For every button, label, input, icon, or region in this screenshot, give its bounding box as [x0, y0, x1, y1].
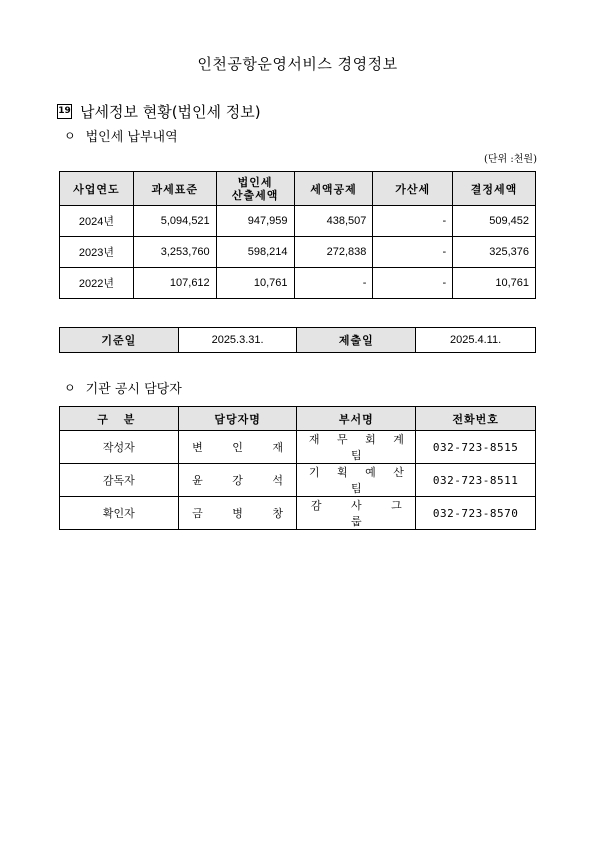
cell-phone: 032-723-8515: [416, 431, 536, 464]
cell-role: 확인자: [60, 497, 179, 530]
header-penalty-tax: 가산세: [373, 172, 453, 206]
cell-person-name: 변 인 재: [178, 431, 297, 464]
cell-department: 기 획 예 산 팀: [297, 464, 416, 497]
cell-role: 작성자: [60, 431, 179, 464]
submit-date-label: 제출일: [297, 328, 416, 353]
cell-tax-credit: -: [294, 268, 373, 299]
section-title: 납세정보 현황(법인세 정보): [80, 103, 261, 121]
table-row: [60, 237, 536, 268]
table-row: [60, 497, 536, 530]
cell-computed-tax: 947,959: [216, 206, 294, 237]
cell-final-tax: 509,452: [453, 206, 536, 237]
table-row: [60, 268, 536, 299]
document-title: 인천공항운영서비스 경영정보: [197, 55, 398, 73]
cell-year: 2022년: [60, 268, 134, 299]
table-header-row: [60, 172, 536, 206]
contact-subsection-heading: [64, 378, 182, 397]
table-row: [60, 206, 536, 237]
unit-note: (단위 :천원): [484, 154, 537, 165]
cell-department: 재 무 회 계 팀: [297, 431, 416, 464]
cell-penalty: -: [373, 237, 453, 268]
cell-tax-credit: 438,507: [294, 206, 373, 237]
header-computed-tax-line2: 산출세액: [231, 188, 279, 202]
cell-tax-base: 5,094,521: [133, 206, 216, 237]
cell-final-tax: 325,376: [453, 237, 536, 268]
header-computed-tax-line1: 법인세: [237, 175, 273, 189]
cell-final-tax: 10,761: [453, 268, 536, 299]
corporate-tax-table: [59, 171, 536, 299]
cell-year: 2023년: [60, 237, 134, 268]
header-computed-tax: [216, 172, 294, 206]
header-department: 부서명: [297, 407, 416, 431]
contact-table: [59, 406, 536, 530]
contact-subsection-title: 기관 공시 담당자: [85, 382, 182, 397]
cell-computed-tax: 598,214: [216, 237, 294, 268]
cell-penalty: -: [373, 268, 453, 299]
cell-computed-tax: 10,761: [216, 268, 294, 299]
table-row: [60, 431, 536, 464]
cell-tax-base: 107,612: [133, 268, 216, 299]
cell-phone: 032-723-8511: [416, 464, 536, 497]
header-person-name: 담당자명: [178, 407, 297, 431]
cell-role: 감독자: [60, 464, 179, 497]
header-phone: 전화번호: [416, 407, 536, 431]
cell-penalty: -: [373, 206, 453, 237]
section-heading: [57, 101, 261, 122]
cell-tax-credit: 272,838: [294, 237, 373, 268]
date-info-table: [59, 327, 536, 353]
header-tax-base: 과세표준: [133, 172, 216, 206]
cell-year: 2024년: [60, 206, 134, 237]
circle-bullet-icon: ㅇ: [64, 381, 76, 395]
cell-department: 감 사 그 룹: [297, 497, 416, 530]
cell-person-name: 금 병 창: [178, 497, 297, 530]
cell-person-name: 윤 강 석: [178, 464, 297, 497]
section-number-badge: 19: [57, 104, 72, 119]
header-tax-credit: 세액공제: [294, 172, 373, 206]
header-fiscal-year: 사업연도: [60, 172, 134, 206]
header-role: 구 분: [60, 407, 179, 431]
table-row: [60, 464, 536, 497]
circle-bullet-icon: ㅇ: [64, 129, 76, 143]
base-date-value: 2025.3.31.: [178, 328, 297, 353]
table-row: [60, 328, 536, 353]
table-header-row: [60, 407, 536, 431]
submit-date-value: 2025.4.11.: [416, 328, 536, 353]
header-final-tax: 결정세액: [453, 172, 536, 206]
cell-phone: 032-723-8570: [416, 497, 536, 530]
cell-tax-base: 3,253,760: [133, 237, 216, 268]
base-date-label: 기준일: [60, 328, 179, 353]
tax-subsection-title: 법인세 납부내역: [85, 130, 178, 145]
tax-subsection-heading: [64, 126, 178, 145]
